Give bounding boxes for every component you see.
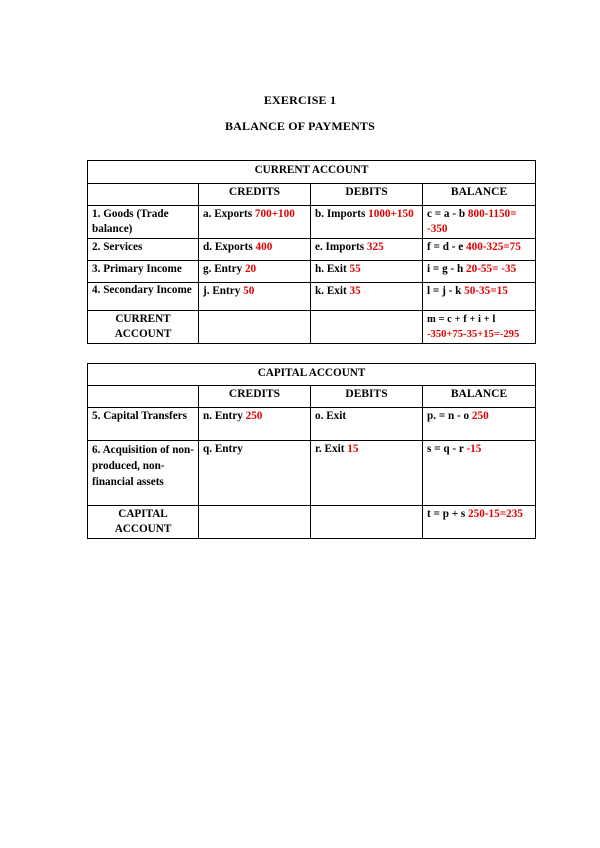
debits-column-header: DEBITS bbox=[311, 184, 423, 206]
capital-account-total-label: CAPITAL ACCOUNT bbox=[88, 506, 199, 539]
credit-value: 50 bbox=[243, 285, 255, 297]
row-label: 2. Services bbox=[88, 239, 199, 261]
row-label: 4. Secondary Income bbox=[88, 283, 199, 311]
empty-cell bbox=[311, 506, 423, 539]
balance-cell: p. = n - o 250 bbox=[423, 408, 536, 441]
debit-value: 35 bbox=[349, 285, 361, 297]
debit-cell: k. Exit 35 bbox=[311, 283, 423, 311]
table-total-row bbox=[88, 311, 536, 344]
table-total-row bbox=[88, 506, 536, 539]
table-row bbox=[88, 408, 536, 441]
balance-value: 50-35=15 bbox=[464, 285, 508, 297]
balance-value: 800-1150= -350 bbox=[427, 208, 517, 235]
balance-cell: c = a - b 800-1150= -350 bbox=[423, 206, 536, 239]
debit-cell: r. Exit 15 bbox=[311, 441, 423, 506]
table-row bbox=[88, 261, 536, 283]
balance-cell: f = d - e 400-325=75 bbox=[423, 239, 536, 261]
empty-cell bbox=[199, 311, 311, 344]
credits-column-header: CREDITS bbox=[199, 184, 311, 206]
debits-column-header: DEBITS bbox=[311, 386, 423, 408]
balance-column-header: BALANCE bbox=[423, 386, 536, 408]
balance-cell: i = g - h 20-55= -35 bbox=[423, 261, 536, 283]
credit-cell: n. Entry 250 bbox=[199, 408, 311, 441]
balance-cell: s = q - r -15 bbox=[423, 441, 536, 506]
header-empty-cell bbox=[88, 184, 199, 206]
capital-account-table bbox=[87, 363, 536, 539]
credit-value: 20 bbox=[244, 263, 257, 275]
balance-value: 250-15=235 bbox=[468, 508, 523, 520]
balance-column-header: BALANCE bbox=[423, 184, 536, 206]
document-title: EXERCISE 1 bbox=[263, 93, 337, 107]
header-empty-cell bbox=[88, 386, 199, 408]
table-row bbox=[88, 206, 536, 239]
row-label: 5. Capital Transfers bbox=[88, 408, 199, 441]
credit-cell: j. Entry 50 bbox=[199, 283, 311, 311]
balance-value: 400-325=75 bbox=[466, 241, 521, 253]
row-label: 1. Goods (Trade balance) bbox=[88, 206, 199, 239]
debit-value: 15 bbox=[347, 443, 359, 455]
balance-cell: m = c + f + i + l -350+75-35+15=-295 bbox=[423, 311, 536, 344]
debit-cell: o. Exit bbox=[311, 408, 423, 441]
balance-value: 20-55= -35 bbox=[466, 263, 517, 275]
debit-cell: h. Exit 55 bbox=[311, 261, 423, 283]
empty-cell bbox=[311, 311, 423, 344]
balance-value: -15 bbox=[466, 443, 482, 455]
credit-value: 250 bbox=[245, 410, 263, 422]
balance-value: 250 bbox=[471, 410, 489, 422]
current-account-table bbox=[87, 160, 536, 344]
credit-cell: q. Entry bbox=[199, 441, 311, 506]
balance-value: -350+75-35+15=-295 bbox=[427, 329, 520, 340]
row-label: 3. Primary Income bbox=[88, 261, 199, 283]
debit-cell: e. Imports 325 bbox=[311, 239, 423, 261]
table-row bbox=[88, 239, 536, 261]
debit-cell: b. Imports 1000+150 bbox=[311, 206, 423, 239]
capital-account-heading: CAPITAL ACCOUNT bbox=[88, 364, 536, 386]
debit-value: 55 bbox=[349, 263, 361, 275]
credits-column-header: CREDITS bbox=[199, 386, 311, 408]
balance-cell: t = p + s 250-15=235 bbox=[423, 506, 536, 539]
row-label: 6. Acquisition of non-produced, non-financial assets bbox=[88, 441, 199, 506]
balance-cell: l = j - k 50-35=15 bbox=[423, 283, 536, 311]
credit-value: 400 bbox=[255, 241, 273, 253]
credit-cell: d. Exports 400 bbox=[199, 239, 311, 261]
credit-cell: g. Entry 20 bbox=[199, 261, 311, 283]
debit-value: 1000+150 bbox=[368, 208, 414, 220]
table-row bbox=[88, 283, 536, 311]
debit-value: 325 bbox=[366, 241, 384, 253]
credit-value: 700+100 bbox=[254, 208, 295, 220]
table-row bbox=[88, 441, 536, 506]
document-subtitle: BALANCE OF PAYMENTS bbox=[224, 119, 376, 133]
current-account-total-label: CURRENT ACCOUNT bbox=[88, 311, 199, 344]
empty-cell bbox=[199, 506, 311, 539]
current-account-heading: CURRENT ACCOUNT bbox=[88, 161, 536, 184]
credit-cell: a. Exports 700+100 bbox=[199, 206, 311, 239]
